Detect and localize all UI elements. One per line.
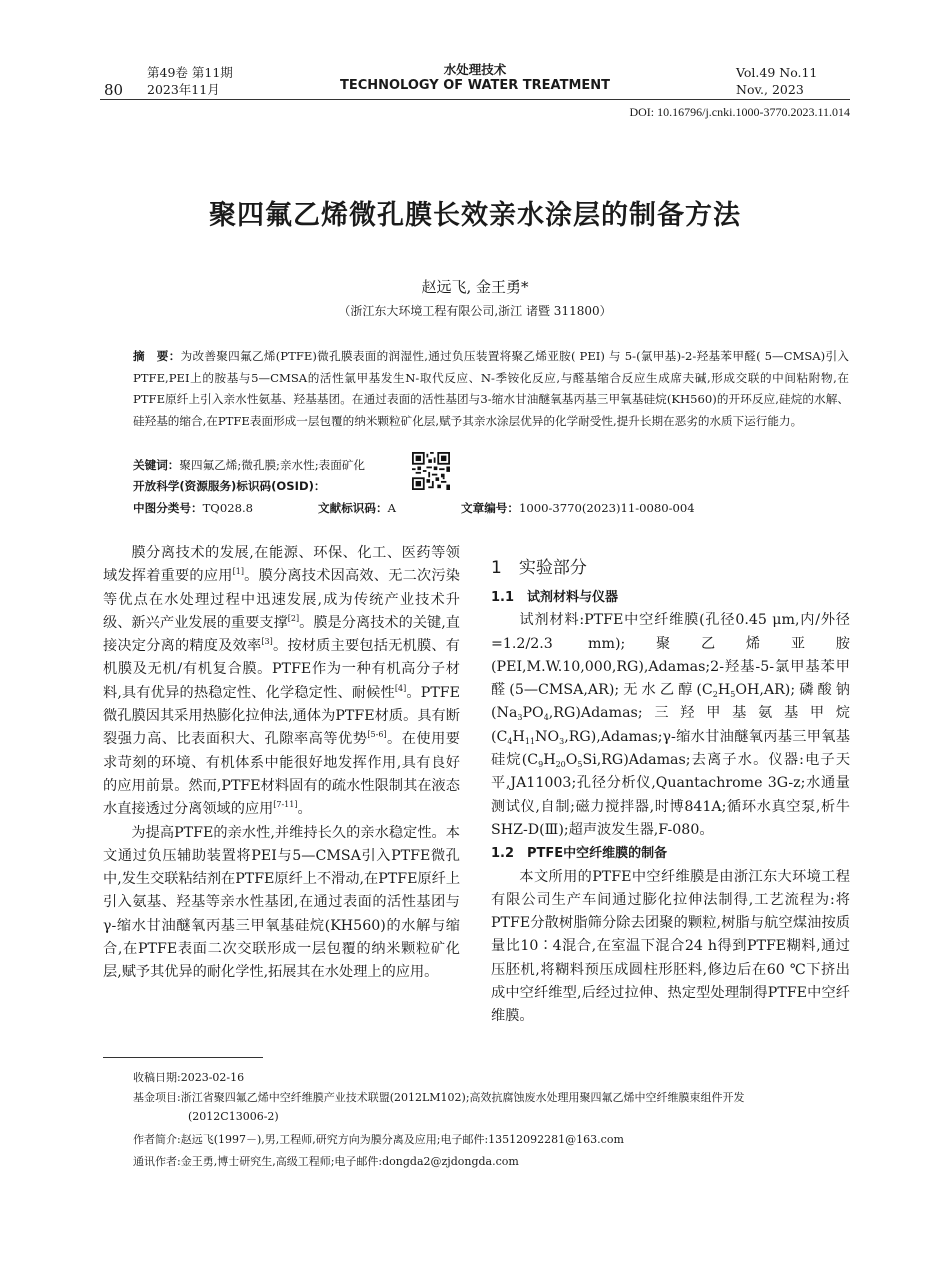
page-number: 80 [104,81,124,99]
abstract-label: 摘 要： [133,349,181,363]
authors: 赵远飞, 金王勇* [421,278,529,296]
footnote-author: 作者简介:赵远飞(1997－),男,工程师,研究方向为膜分离及应用;电子邮件:13512092281@163.com [133,1133,624,1146]
journal-name: 水处理技术 TECHNOLOGY OF WATER TREATMENT [339,62,611,93]
paragraph-preparation: 本文所用的PTFE中空纤维膜是由浙江东大环境工程有限公司生产车间通过膨化拉伸法制得,工艺流程为:将PTFE分散树脂筛分除去团聚的颗粒,树脂与航空煤油按质量比10∶4混合,在室温下混合24 h得到PTFE糊料,通过压胚机,将糊料预压成圆柱形胚料,修边后在60 ℃下挤出成中空纤维型,后经过拉伸、热定型处理制得PTFE中空纤维膜。 [491,868,850,1025]
footnote-corresponding: 通讯作者:金王勇,博士研究生,高级工程师;电子邮件:dongda2@zjdongda.com [133,1155,519,1168]
paragraph-intro: 膜分离技术的发展,在能源、环保、化工、医药等领域发挥着重要的应用[1]。膜分离技术因高效、无二次污染等优点在水处理过程中迅速发展,成为传统产业技术升级、新兴产业发展的重要支撑[2]。膜是分离技术的关键,直接决定分离的精度及效率[3]。按材质主要包括无机膜、有机膜及无机/有机复合膜。PTFE作为一种有机高分子材料,具有优异的热稳定性、化学稳定性、耐候性[4]。PTFE微孔膜因其采用热膨化拉伸法,通体为PTFE材质。具有断裂强力高、比表面积大、孔隙率高等优势[5-6]。在使用要求苛刻的环境、有机体系中能很好地发挥作用,具有良好的应用前景。然而,PTFE材料固有的疏水性限制其在液态水直接透过分离领域的应用[7-11]。 [103,545,460,818]
qr-code-icon[interactable] [412,452,450,490]
clc-number: 中图分类号：TQ028.8 [133,501,254,515]
article-title: 聚四氟乙烯微孔膜长效亲水涂层的制备方法 [209,200,741,231]
section-heading: 1 实验部分 [491,558,587,578]
footnote-fund: 基金项目:浙江省聚四氟乙烯中空纤维膜产业技术联盟(2012LM102);高效抗腐蚀废水处理用聚四氟乙烯中空纤维膜束组件开发 (2012C13006-2) [133,1091,745,1123]
document-code: 文献标识码：A [318,501,396,515]
footnote-received: 收稿日期:2023-02-16 [133,1071,245,1084]
citation[interactable]: [2] [287,613,300,623]
keywords: 关键词：聚四氟乙烯;微孔膜;亲水性;表面矿化 [133,458,366,472]
journal-volume-issue: 第49卷 第11期 2023年11月 [147,65,233,97]
affiliation: （浙江东大环境工程有限公司,浙江 诸暨 311800） [338,304,612,318]
body-right-column [491,586,850,1029]
paragraph-materials: 试剂材料:PTFE中空纤维膜(孔径0.45 μm,内/外径=1.2/2.3 mm);聚乙烯亚胺(PEI,M.W.10,000,RG),Adamas;2-羟基-5-氯甲基苯甲醛(5—CMSA,AR);无水乙醇$(C_2H_5OH,AR)$;磷酸钠$(Na_3PO_4,RG)Adamas$;三羟甲基氨基甲烷$(C_4H_{11}NO_3,RG),Adamas;\gamma-$缩水甘油醚氧丙基三甲氧基硅烷$(C_9H_{20}O_5Si,RG)Adamas$;去离子水。仪器:电子天平,JA11003;孔径分析仪,Quantachrome 3G-z;水通量测试仪,自制;磁力搅拌器,时博841A;循环水真空泵,析牛SHZ-D(Ⅲ);超声波发生器,F-080。 [491,612,851,838]
abstract [133,346,849,432]
article-number: 文章编号：1000-3770(2023)11-0080-004 [461,501,695,515]
doi[interactable]: DOI: 10.16796/j.cnki.1000-3770.2023.11.014 [629,105,850,119]
journal-volume-en: Vol.49 No.11 Nov., 2023 [736,65,818,97]
citation[interactable]: [1] [232,567,244,577]
footnote-rule [103,1057,263,1058]
subsection-heading: 1.1 试剂材料与仪器 [491,590,619,605]
citation[interactable]: [5-6] [367,730,387,740]
header-rule [100,99,850,100]
osid-label: 开放科学(资源服务)标识码(OSID)： [133,479,326,493]
citation[interactable]: [3] [261,637,273,647]
citation[interactable]: [7-11] [273,800,298,810]
abstract-text: 为改善聚四氟乙烯(PTFE)微孔膜表面的润湿性,通过负压装置将聚乙烯亚胺( PEI) 与 5-(氯甲基)-2-羟基苯甲醛( 5—CMSA)引入PTFE,PEI上的胺基与5—CMSA的活性氯甲基发生N-取代反应、N-季铵化反应,与醛基缩合反应生成席夫碱,形成交联的中间粘附物,在PTFE原纤上引入亲水性氨基、羟基基团。在通过表面的活性基团与3-缩水甘油醚氧基丙基三甲氧基硅烷(KH560)的开环反应,硅烷的水解、硅羟基的缩合,在PTFE表面形成一层包覆的纳米颗粒矿化层,赋予其亲水涂层优异的化学耐受性,提升长期在恶劣的水质下运行能力。 [133,349,849,428]
paragraph-aim: 为提高PTFE的亲水性,并维持长久的亲水稳定性。本文通过负压辅助装置将PEI与5—CMSA引入PTFE微孔中,发生交联粘结剂在PTFE原纤上不滑动,在PTFE原纤上引入氨基、羟基等亲水性基团,在通过表面的活性基团与γ-缩水甘油醚氧丙基三甲氧基硅烷(KH560)的水解与缩合,在PTFE表面二次交联形成一层包覆的纳米颗粒矿化层,赋予其优异的耐化学性,拓展其在水处理上的应用。 [103,824,461,981]
subsection-heading: 1.2 PTFE中空纤维膜的制备 [491,846,668,862]
body-left-column [103,542,460,985]
citation[interactable]: [4] [394,683,407,693]
